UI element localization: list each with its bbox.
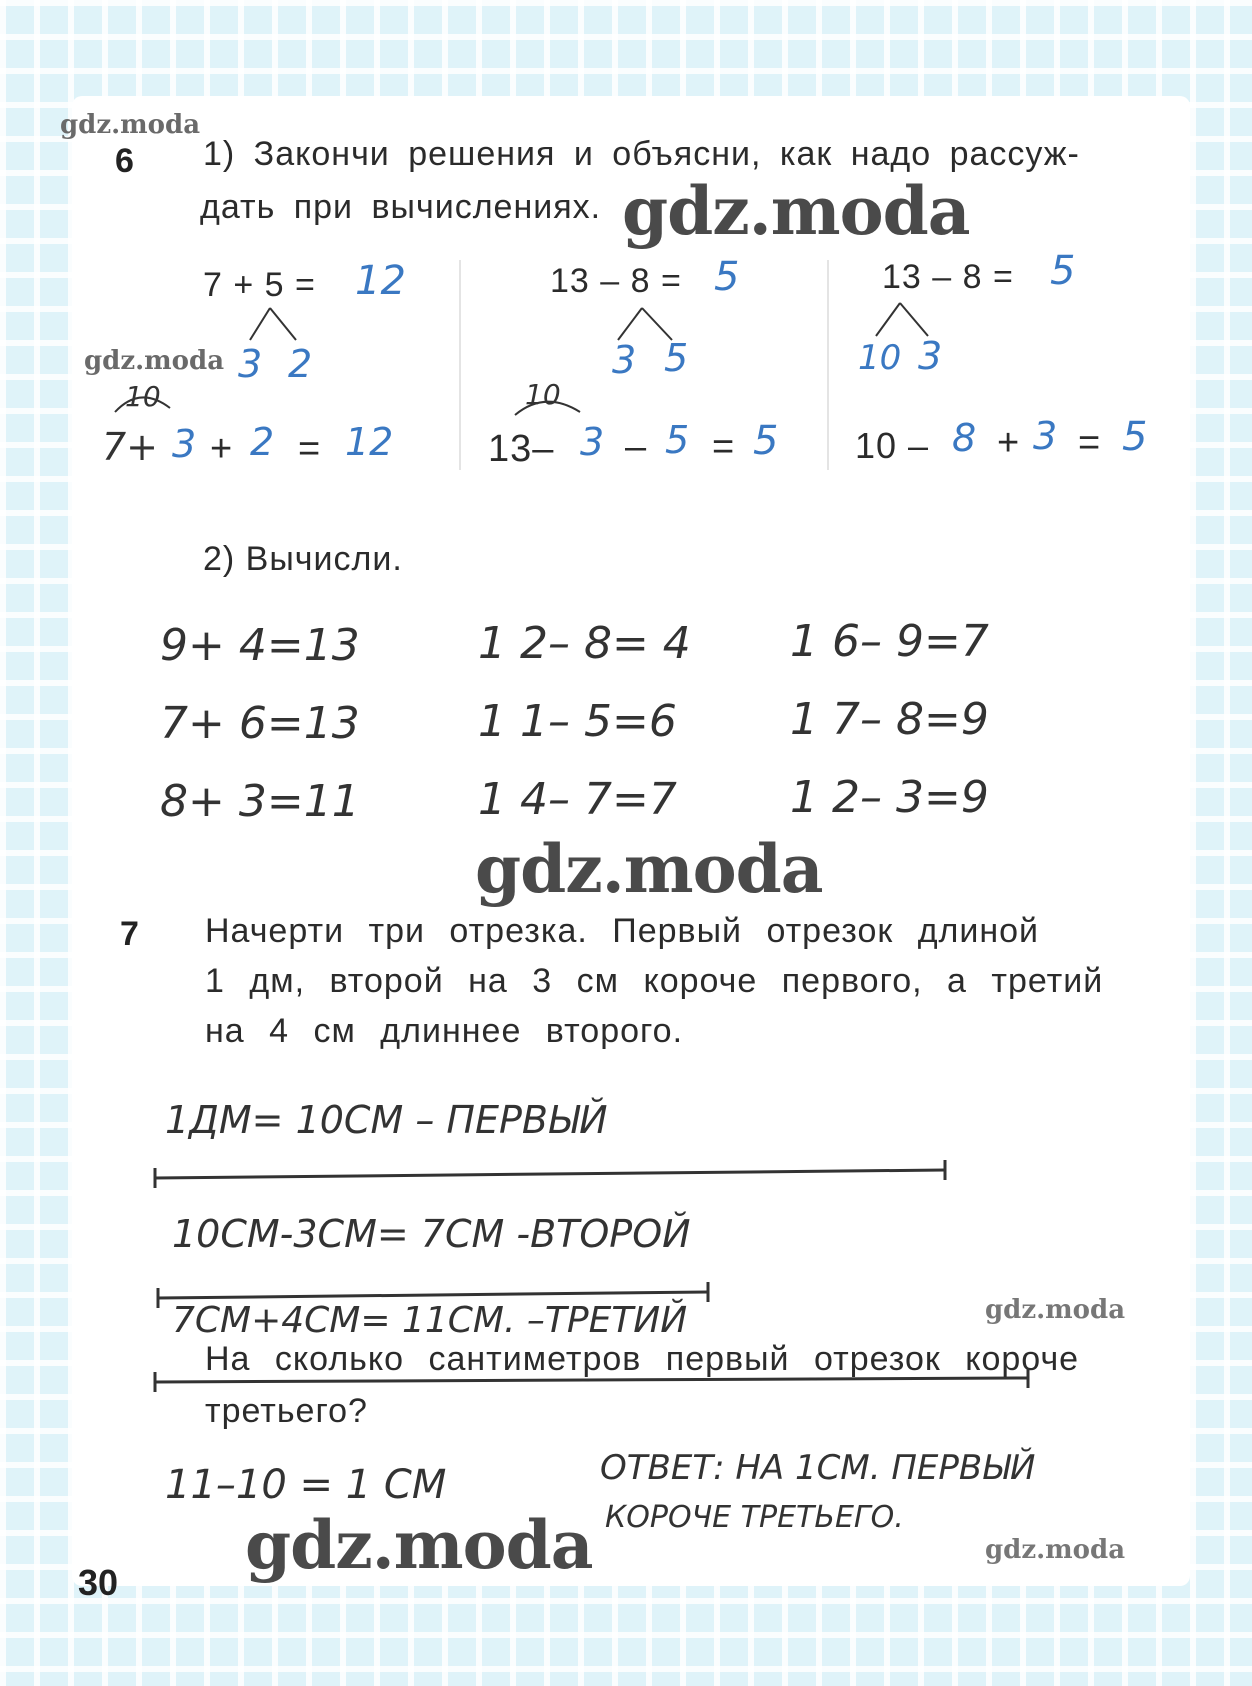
watermark-bottom-right: gdz.moda [985, 1535, 1126, 1565]
calc-r2-c3: 1 7– 8=9 [790, 694, 989, 745]
handwritten-second: 10СМ-3СМ= 7СМ -ВТОРОЙ [172, 1212, 691, 1256]
col3-line-c: + [997, 422, 1021, 464]
task-7-line2: 1 дм, второй на 3 см короче первого, а третий [205, 962, 1104, 1000]
col1-equation: 7 + 5 = [203, 266, 316, 304]
col2-line-d: 5 [665, 418, 690, 462]
col3-split-a: 10 [858, 338, 902, 378]
col3-equation: 13 – 8 = [882, 258, 1014, 296]
col1-answer: 12 [355, 258, 406, 304]
calc-r2-c2: 1 1– 5=6 [478, 696, 677, 747]
col2-line-e: = [712, 426, 736, 468]
col2-line-b: 3 [580, 420, 605, 464]
col1-line-a: 7+ [102, 425, 159, 469]
task-7-question-line1: На сколько сантиметров первый отрезок короче [205, 1340, 1080, 1378]
col3-answer: 5 [1050, 248, 1076, 294]
col2-equation: 13 – 8 = [550, 262, 682, 300]
page-number: 30 [78, 1562, 119, 1603]
col2-line-c: – [625, 426, 648, 468]
watermark-right: gdz.moda [985, 1295, 1126, 1325]
col3-line-e: = [1078, 422, 1102, 464]
handwritten-answer-line1: ОТВЕТ: НА 1СМ. ПЕРВЫЙ [600, 1448, 1036, 1488]
handwritten-answer-line2: КОРОЧЕ ТРЕТЬЕГО. [605, 1500, 904, 1535]
task-6-part2-title: 2) Вычисли. [203, 540, 403, 578]
watermark-left: gdz.moda [84, 346, 225, 376]
task-7-number: 7 [120, 915, 139, 953]
watermark-center: gdz.moda [475, 830, 823, 908]
col2-split-a: 3 [612, 338, 637, 382]
col1-split-b: 2 [288, 342, 313, 386]
col2-ten: 10 [525, 378, 561, 411]
calc-r3-c3: 1 2– 3=9 [790, 772, 989, 823]
task-7-line1: Начерти три отрезка. Первый отрезок длиной [205, 912, 1040, 950]
col1-line-b: 3 [172, 422, 197, 466]
col1-ten: 10 [125, 380, 161, 413]
calc-r1-c2: 1 2– 8= 4 [478, 618, 691, 669]
col1-line-d: 2 [250, 420, 275, 464]
col1-line-c: + [210, 428, 234, 470]
task-6-text-line2: дать при вычислениях. [200, 188, 602, 226]
col3-line-b: 8 [952, 416, 977, 460]
handwritten-third: 7СМ+4СМ= 11СМ. –ТРЕТИЙ [172, 1300, 688, 1341]
col1-line-e: = [298, 428, 322, 470]
col2-answer: 5 [714, 254, 740, 300]
calc-r2-c1: 7+ 6=13 [160, 698, 360, 749]
task-6-number: 6 [115, 142, 134, 180]
col1-line-f: 12 [345, 420, 394, 464]
col2-line-f: 5 [753, 418, 779, 464]
watermark-top-left: gdz.moda [60, 110, 201, 140]
handwritten-solution: 11–10 = 1 СМ [165, 1462, 447, 1508]
col1-split-a: 3 [238, 342, 263, 386]
handwritten-first: 1ДМ= 10СМ – ПЕРВЫЙ [165, 1098, 608, 1142]
col3-split-b: 3 [918, 334, 943, 378]
calc-r1-c1: 9+ 4=13 [160, 620, 360, 671]
col3-line-a: 10 – [855, 425, 930, 466]
calc-r3-c2: 1 4– 7=7 [478, 774, 677, 825]
task-7-question-line2: третьего? [205, 1392, 368, 1430]
watermark-title: gdz.moda [622, 172, 970, 250]
task-6-text-line1: 1) Закончи решения и объясни, как надо рассуж- [203, 135, 1080, 173]
watermark-bottom: gdz.moda [245, 1506, 593, 1584]
calc-r3-c1: 8+ 3=11 [160, 776, 360, 827]
task-7-line3: на 4 см длиннее второго. [205, 1012, 684, 1050]
calc-r1-c3: 1 6– 9=7 [790, 616, 989, 667]
col2-line-a: 13– [488, 428, 555, 470]
col2-split-b: 5 [664, 336, 689, 380]
col3-line-f: 5 [1122, 414, 1148, 460]
col3-line-d: 3 [1033, 414, 1058, 458]
